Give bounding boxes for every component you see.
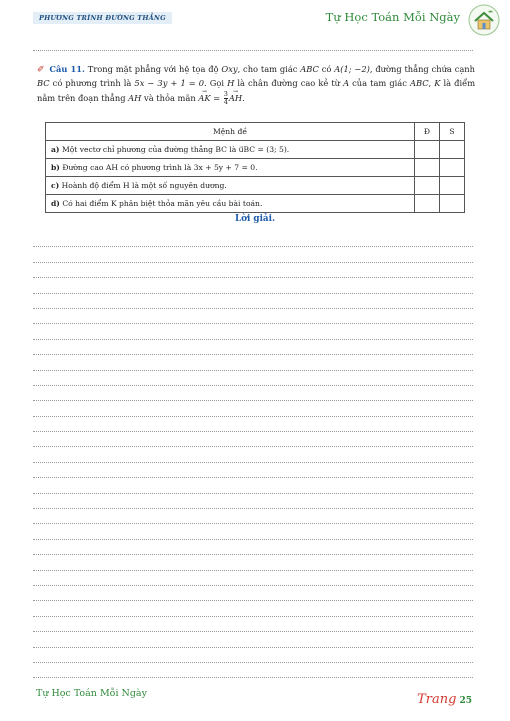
fraction-three-quarters — [224, 91, 228, 106]
statement-text: Một vectơ chỉ phương của đường thẳng BC là u⃗BC = (3; 5). — [61, 145, 290, 154]
footer-brand: Tự Học Toán Mỗi Ngày — [36, 688, 147, 699]
page-word: Trang — [417, 692, 457, 707]
fraction-numerator: 3 — [223, 89, 228, 98]
solution-title: Lời giải. — [234, 214, 276, 224]
math-abc: ABC — [409, 78, 429, 89]
page-header — [0, 0, 510, 40]
table-header-row — [46, 123, 465, 141]
question-part: , — [428, 78, 432, 89]
math-point-a: A(1; −2) — [334, 64, 370, 74]
vector-ah: → AH — [229, 92, 242, 105]
dotted-answer-line — [33, 447, 473, 462]
true-checkbox-cell[interactable] — [415, 195, 440, 213]
dotted-answer-line — [33, 263, 473, 278]
statement-label: d) — [51, 199, 60, 208]
dotted-answer-line — [33, 309, 473, 324]
header-statement: Mệnh đề — [46, 123, 415, 141]
question-part: là chân đường cao kẻ từ — [237, 78, 341, 89]
question-part: Trong mặt phẳng với hệ tọa độ — [87, 64, 219, 74]
false-checkbox-cell[interactable] — [440, 159, 465, 177]
math-oxy: Oxy — [221, 64, 238, 74]
dotted-answer-line — [33, 478, 473, 493]
dotted-answer-line — [33, 601, 473, 616]
math-bc: BC — [37, 78, 50, 89]
question-part: là điểm nằm trên đoạn thẳng — [37, 78, 476, 103]
house-logo-icon — [468, 4, 500, 36]
true-checkbox-cell[interactable] — [415, 159, 440, 177]
page-number: 25 — [459, 696, 472, 706]
statement-cell — [46, 159, 415, 177]
header-false: S — [440, 123, 465, 141]
dotted-answer-line — [33, 524, 473, 539]
header-divider — [33, 50, 473, 51]
statement-cell — [46, 177, 415, 195]
table-row — [46, 177, 465, 195]
dotted-answer-line — [33, 540, 473, 555]
dotted-answer-line — [33, 648, 473, 663]
table-row — [46, 141, 465, 159]
vector-ak: → AK — [198, 92, 210, 105]
dotted-answer-line — [33, 371, 473, 386]
pencil-icon: ✐ — [37, 65, 45, 75]
dotted-answer-line — [33, 294, 473, 309]
statement-cell — [46, 195, 415, 213]
true-false-table — [45, 122, 465, 213]
fraction-denominator: 4 — [223, 97, 228, 106]
false-checkbox-cell[interactable] — [440, 195, 465, 213]
false-checkbox-cell[interactable] — [440, 141, 465, 159]
question-end: . — [242, 92, 245, 103]
false-checkbox-cell[interactable] — [440, 177, 465, 195]
statement-text: Có hai điểm K phân biệt thỏa mãn yêu cầu bài toán. — [62, 199, 263, 208]
dotted-answer-line — [33, 386, 473, 401]
table-row — [46, 159, 465, 177]
statement-text: Hoành độ điểm H là một số nguyên dương. — [61, 181, 227, 190]
dotted-answer-line — [33, 617, 473, 632]
question-part: . Gọi — [204, 78, 225, 89]
dotted-answer-line — [33, 586, 473, 601]
question-part: , cho tam giác — [237, 64, 298, 74]
dotted-answer-line — [33, 324, 473, 339]
dotted-answer-line — [33, 247, 473, 262]
statement-label: a) — [51, 145, 60, 154]
dotted-answer-line — [33, 401, 473, 416]
dotted-answer-line — [33, 463, 473, 478]
true-checkbox-cell[interactable] — [415, 177, 440, 195]
question-part: của tam giác — [352, 78, 407, 89]
header-brand: Tự Học Toán Mỗi Ngày — [325, 10, 460, 24]
table-row — [46, 195, 465, 213]
dotted-answer-line — [33, 417, 473, 432]
answer-lines[interactable] — [33, 232, 473, 678]
page-indicator — [417, 688, 472, 707]
question-part: có phương trình là — [52, 78, 132, 89]
dotted-answer-line — [33, 632, 473, 647]
dotted-answer-line — [33, 555, 473, 570]
question-part: , đường thẳng chứa cạnh — [369, 64, 475, 74]
dotted-answer-line — [33, 571, 473, 586]
header-true: Đ — [415, 123, 440, 141]
math-equals: = — [213, 92, 221, 103]
section-tag: PHƯƠNG TRÌNH ĐƯỜNG THẲNG — [33, 12, 172, 24]
math-k: K — [434, 78, 441, 89]
dotted-answer-line — [33, 509, 473, 524]
dotted-answer-line — [33, 432, 473, 447]
dotted-answer-line — [33, 278, 473, 293]
question-label: Câu 11. — [49, 64, 85, 74]
question-text — [37, 63, 475, 106]
math-ah: AH — [128, 92, 142, 103]
statement-cell — [46, 141, 415, 159]
dotted-answer-line — [33, 494, 473, 509]
true-checkbox-cell[interactable] — [415, 141, 440, 159]
question-part: và thỏa mãn — [144, 92, 196, 103]
dotted-answer-line — [33, 340, 473, 355]
math-h: H — [227, 78, 235, 89]
statement-label: b) — [51, 163, 60, 172]
statement-label: c) — [51, 181, 60, 190]
dotted-answer-line — [33, 355, 473, 370]
math-abc: ABC — [300, 64, 319, 74]
math-equation-bc: 5x − 3y + 1 = 0 — [134, 78, 205, 89]
math-a: A — [343, 78, 350, 89]
dotted-answer-line — [33, 663, 473, 678]
statement-text: Đường cao AH có phương trình là 3x + 5y + 7 = 0. — [62, 163, 258, 172]
question-part: có — [321, 64, 332, 74]
dotted-answer-line — [33, 232, 473, 247]
